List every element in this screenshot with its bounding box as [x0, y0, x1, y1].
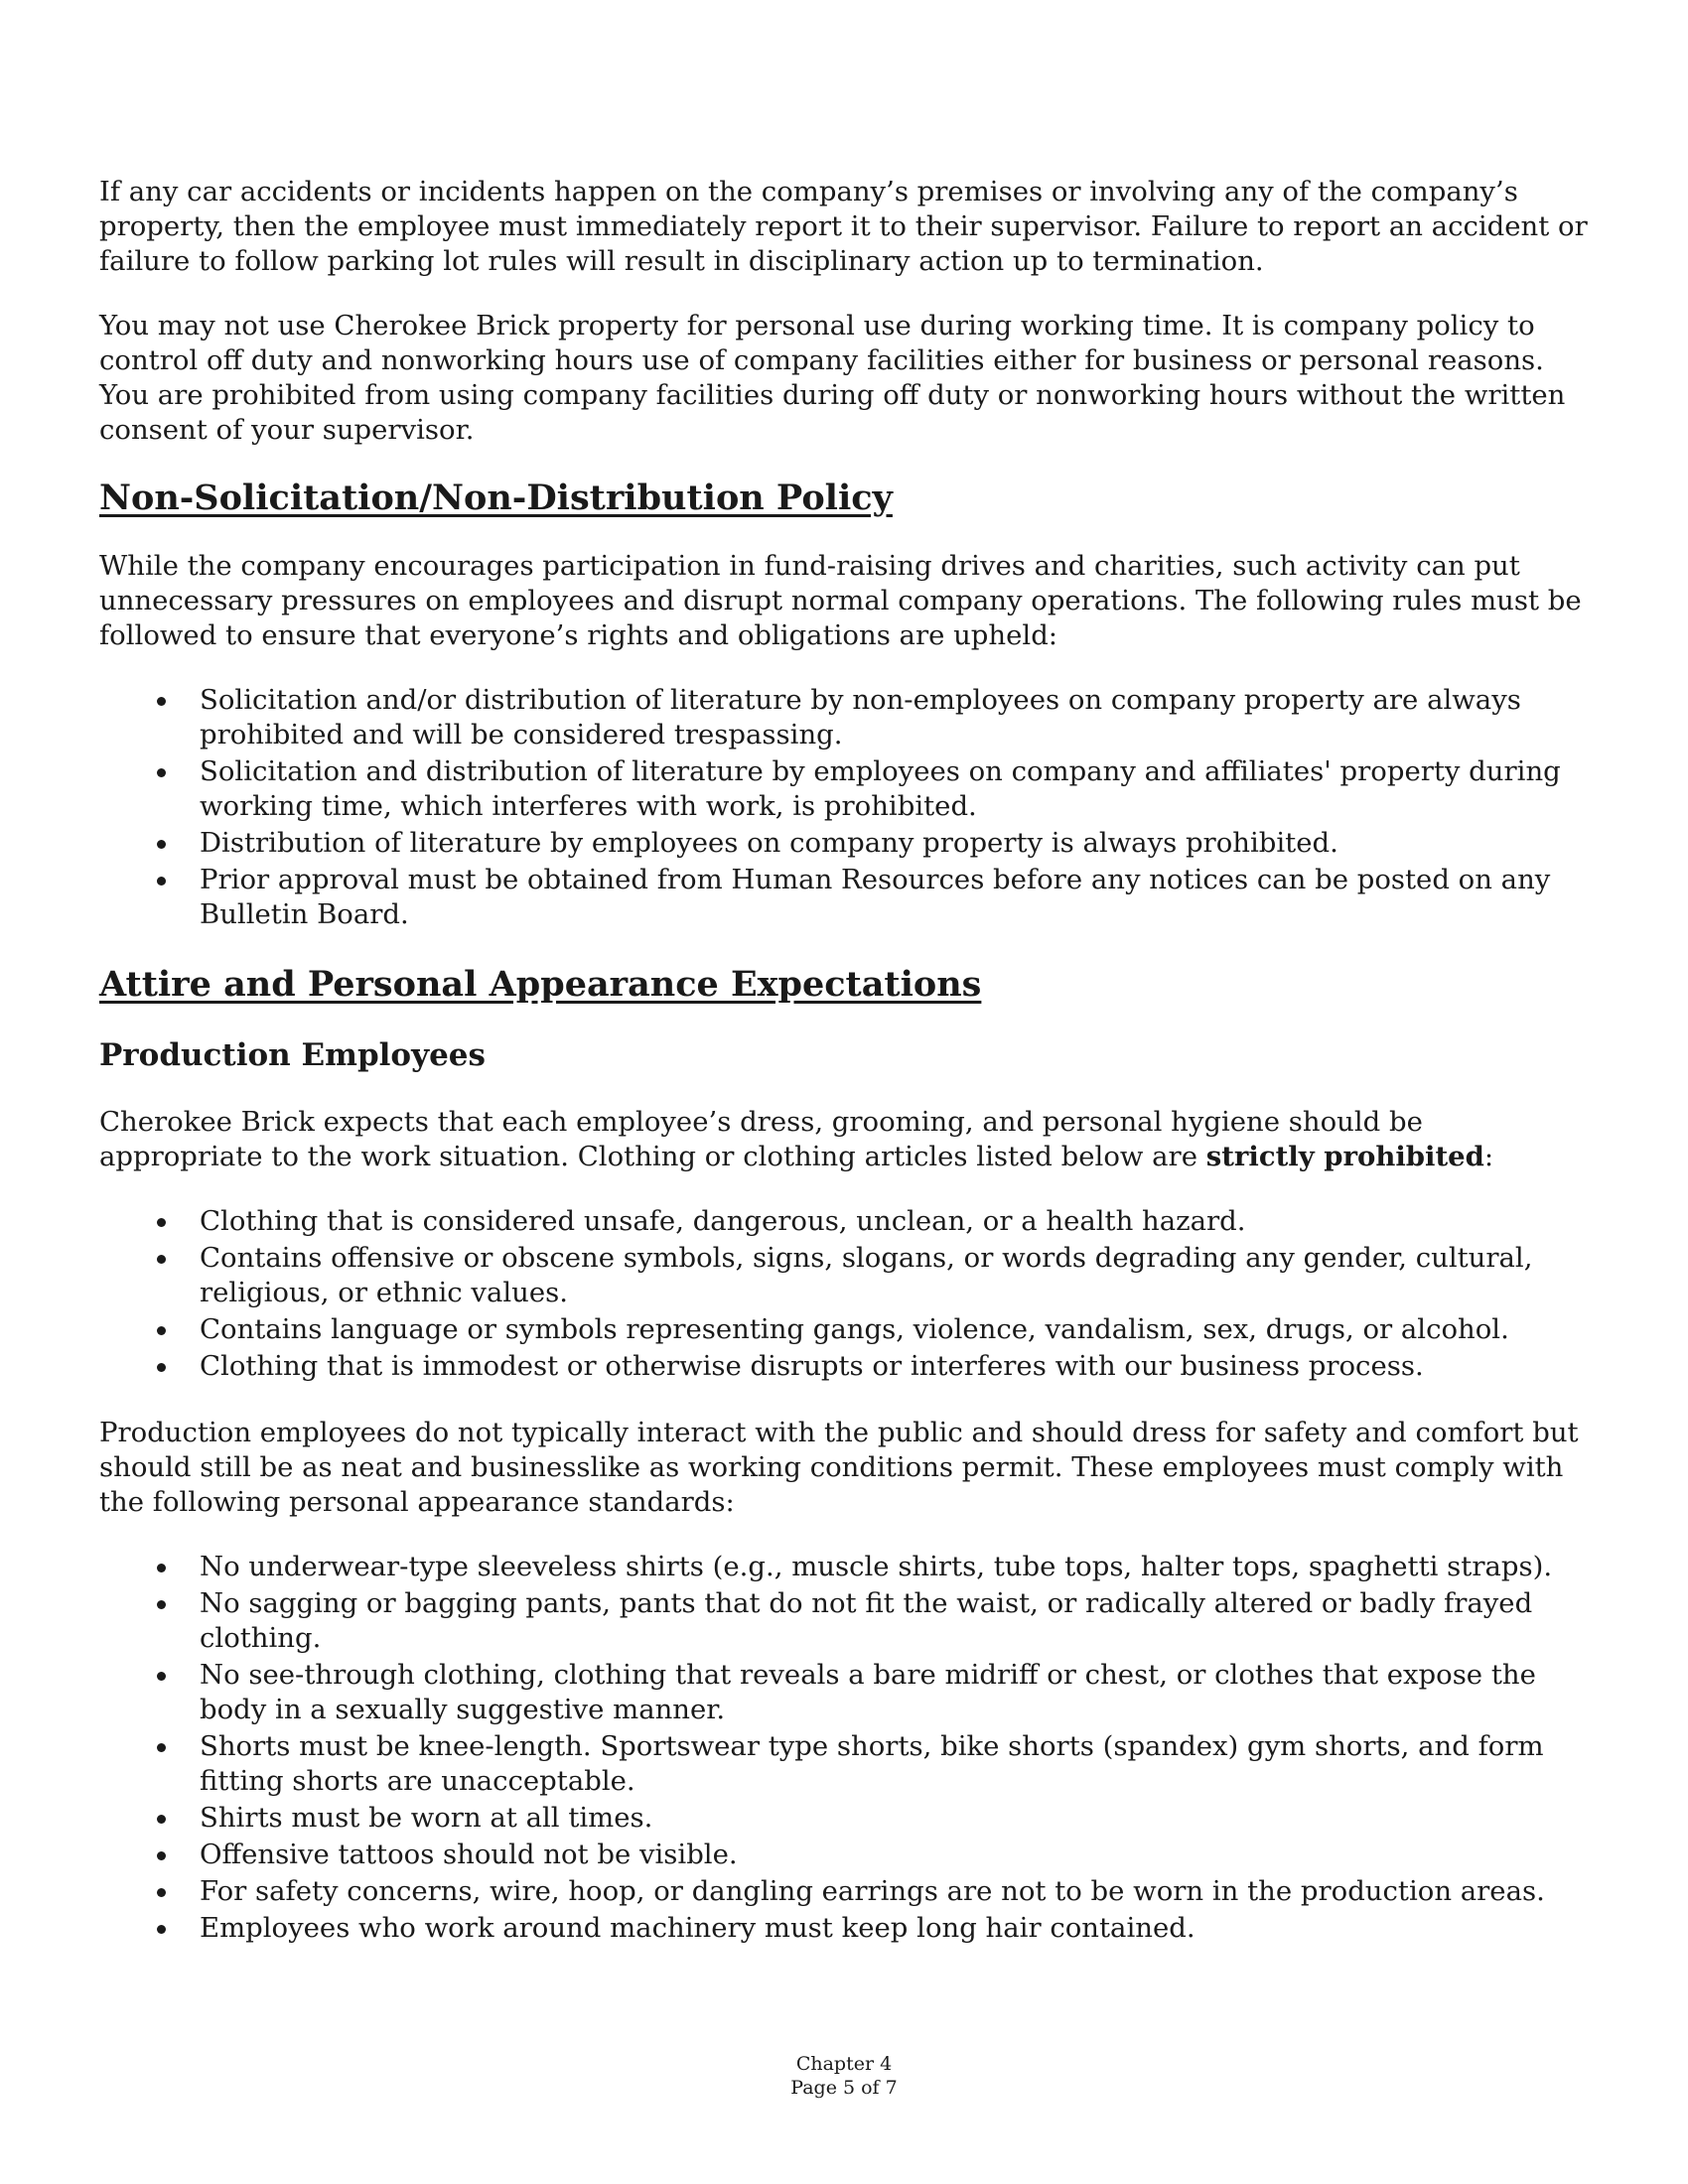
list-item-text: No underwear-type sleeveless shirts (e.g., muscle shirts, tube tops, halter tops, spaghetti straps). — [200, 1551, 1553, 1582]
attire-intro-end: : — [1483, 1141, 1494, 1172]
list-item-text: Shirts must be worn at all times. — [200, 1802, 653, 1834]
list-item-text: Offensive tattoos should not be visible. — [200, 1839, 738, 1870]
list-item-text: Solicitation and distribution of literature by employees on company and affiliates' property during working time, which interferes with work, is prohibited. — [200, 755, 1561, 822]
list-item-text: Contains language or symbols representing gangs, violence, vandalism, sex, drugs, or alcohol. — [200, 1313, 1509, 1345]
attire-intro-text: Cherokee Brick expects that each employee’s dress, grooming, and personal hygiene should be appropriate to the work situation. Clothing or clothing articles listed below are — [99, 1106, 1423, 1172]
paragraph-property-use: You may not use Cherokee Brick property for personal use during working time. It is company policy to control off duty and nonworking hours use of company facilities either for business or personal reasons. You are prohibited from using company facilities during off duty or nonworking hours without the written consent of your supervisor. — [99, 310, 1566, 446]
bullet-icon — [157, 1363, 166, 1372]
list-item — [99, 1349, 1594, 1384]
bullet-icon — [157, 768, 166, 777]
list-item — [99, 1801, 1594, 1836]
list-item-text: Clothing that is immodest or otherwise disrupts or interferes with our business process. — [200, 1350, 1424, 1382]
bullet-icon — [157, 1743, 166, 1752]
subheading-production-employees: Production Employees — [99, 1037, 486, 1073]
list-item-text: Contains offensive or obscene symbols, signs, slogans, or words degrading any gender, cultural, religious, or ethnic values. — [200, 1242, 1533, 1308]
list-item — [99, 1312, 1594, 1347]
list-item-text: No see-through clothing, clothing that reveals a bare midriff or chest, or clothes that expose the body in a sexually suggestive manner. — [200, 1659, 1536, 1725]
list-item — [99, 1658, 1594, 1727]
list-item-text: Prior approval must be obtained from Human Resources before any notices can be posted on any Bulletin Board. — [200, 864, 1551, 930]
list-item — [99, 683, 1594, 752]
list-item-text: Clothing that is considered unsafe, dangerous, unclean, or a health hazard. — [200, 1205, 1246, 1237]
bullet-icon — [157, 1888, 166, 1897]
list-item-text: Shorts must be knee-length. Sportswear type shorts, bike shorts (spandex) gym shorts, and form fitting shorts are unacceptable. — [200, 1730, 1544, 1797]
paragraph-non-solicitation-intro: While the company encourages participation in fund-raising drives and charities, such activity can put unnecessary pressures on employees and disrupt normal company operations. The following rules must be followed to ensure that everyone’s rights and obligations are upheld: — [99, 550, 1582, 651]
paragraph-accidents: If any car accidents or incidents happen on the company’s premises or involving any of the company’s property, then the employee must immediately report it to their supervisor. Failure to report an accident or failure to follow parking lot rules will result in disciplinary action up to termination. — [99, 176, 1588, 277]
page-footer — [0, 2052, 1688, 2100]
paragraph-attire-intro — [99, 1105, 1594, 1174]
paragraph-standards-intro: Production employees do not typically interact with the public and should dress for safety and comfort but should still be as neat and businesslike as working conditions permit. These employees must comply with the following personal appearance standards: — [99, 1417, 1579, 1518]
footer-chapter: Chapter 4 — [795, 2053, 893, 2075]
bullet-icon — [157, 1564, 166, 1572]
list-item-text: Distribution of literature by employees on company property is always prohibited. — [200, 827, 1338, 859]
list-item — [99, 1874, 1594, 1909]
list-item — [99, 1204, 1594, 1239]
appearance-standards-list — [99, 1550, 1594, 1946]
list-item — [99, 826, 1594, 861]
bullet-icon — [157, 697, 166, 706]
bullet-icon — [157, 1851, 166, 1860]
list-item — [99, 1729, 1594, 1799]
list-item — [99, 754, 1594, 824]
bullet-icon — [157, 877, 166, 886]
section-heading-attire: Attire and Personal Appearance Expectations — [99, 964, 982, 1005]
bullet-icon — [157, 1326, 166, 1335]
list-item — [99, 1838, 1594, 1872]
bullet-icon — [157, 840, 166, 849]
list-item — [99, 1241, 1594, 1310]
bullet-icon — [157, 1925, 166, 1934]
bullet-icon — [157, 1815, 166, 1824]
bullet-icon — [157, 1255, 166, 1264]
list-item — [99, 1911, 1594, 1946]
attire-intro-emphasis: strictly prohibited — [1205, 1141, 1484, 1172]
list-item-text: No sagging or bagging pants, pants that do not fit the waist, or radically altered or badly frayed clothing. — [200, 1587, 1533, 1654]
list-item — [99, 1586, 1594, 1656]
non-solicitation-rules-list — [99, 683, 1594, 932]
document-body — [99, 175, 1594, 1978]
list-item — [99, 1550, 1594, 1584]
list-item-text: For safety concerns, wire, hoop, or dangling earrings are not to be worn in the production areas. — [200, 1875, 1545, 1907]
list-item-text: Solicitation and/or distribution of literature by non-employees on company property are always prohibited and will be considered trespassing. — [200, 684, 1521, 751]
list-item — [99, 863, 1594, 932]
list-item-text: Employees who work around machinery must keep long hair contained. — [200, 1912, 1196, 1944]
bullet-icon — [157, 1672, 166, 1681]
section-heading-non-solicitation: Non-Solicitation/Non-Distribution Policy — [99, 478, 893, 518]
footer-page-number: Page 5 of 7 — [790, 2077, 898, 2099]
bullet-icon — [157, 1600, 166, 1609]
bullet-icon — [157, 1218, 166, 1227]
prohibited-clothing-list — [99, 1204, 1594, 1384]
